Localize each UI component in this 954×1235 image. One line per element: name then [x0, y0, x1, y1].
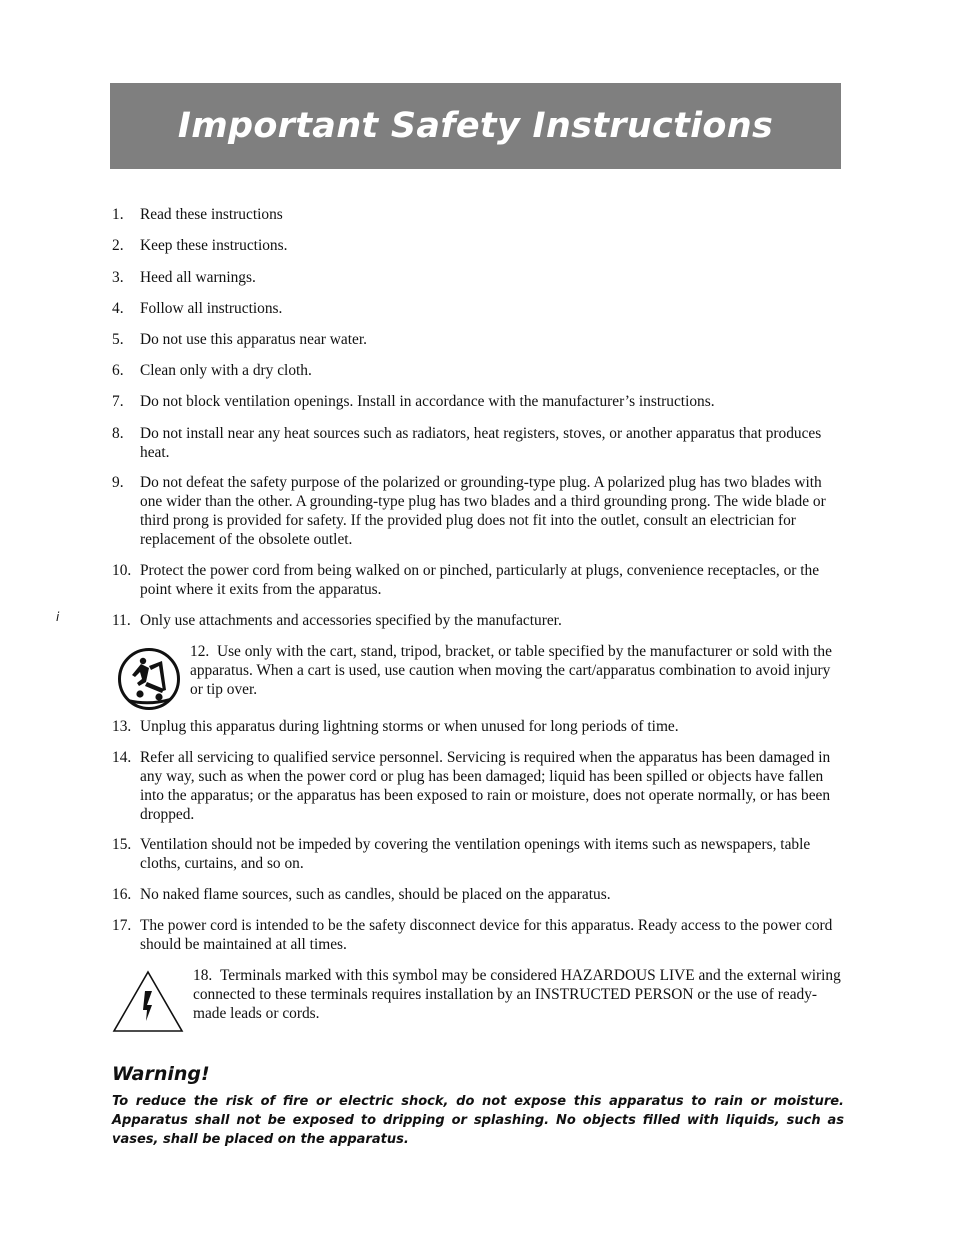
list-item: [112, 205, 842, 224]
item-number: 5.: [112, 331, 124, 348]
item-text: Do not defeat the safety purpose of the polarized or grounding-type plug. A polarized plug has two blades with one wider than the other. A grounding-type plug has two blades and a third grounding prong. The wide blade or third prong is provided for safety. If the provided plug does not fit into the outlet, consult an electrician for replacement of the obsolete outlet.: [140, 474, 826, 548]
item-text: The power cord is intended to be the safety disconnect device for this apparatus. Ready access to the power cord should be maintained at all times.: [140, 917, 833, 953]
item-number: 13.: [112, 718, 132, 735]
item-text: [193, 966, 842, 1023]
list-item: [112, 835, 842, 873]
item-text: Only use attachments and accessories specified by the manufacturer.: [140, 612, 562, 629]
item-text: Refer all servicing to qualified service personnel. Servicing is required when the apparatus has been damaged in any way, such as when the power cord or plug has been damaged; liquid has been spilled or objects have fallen into the apparatus; or the apparatus has been exposed to rain or moisture, does not operate normally, or has been dropped.: [140, 749, 831, 823]
title-banner: [110, 83, 841, 169]
list-item: [112, 473, 842, 549]
item-number: 12.: [190, 643, 210, 660]
item-text: Heed all warnings.: [140, 269, 256, 286]
list-item: [112, 916, 842, 954]
item-text: Do not use this apparatus near water.: [140, 331, 367, 348]
item-text: Keep these instructions.: [140, 237, 288, 254]
item-number: 11.: [112, 612, 131, 629]
item-text: [190, 642, 842, 699]
item-text: No naked flame sources, such as candles, should be placed on the apparatus.: [140, 886, 611, 903]
list-item: [112, 268, 842, 287]
item-number: 16.: [112, 886, 132, 903]
item-text: Do not install near any heat sources such as radiators, heat registers, stoves, or another apparatus that produces heat.: [140, 425, 822, 461]
item-number: 1.: [112, 206, 124, 223]
cart-tip-over-icon: [116, 646, 182, 712]
list-item: [112, 361, 842, 380]
list-item: [112, 424, 842, 462]
item-number: 17.: [112, 917, 132, 934]
item-number: 2.: [112, 237, 124, 254]
item-text: Ventilation should not be impeded by covering the ventilation openings with items such as newspapers, table cloths, curtains, and so on.: [140, 836, 811, 872]
item-text: Follow all instructions.: [140, 300, 283, 317]
item-text: Read these instructions: [140, 206, 283, 223]
list-item: [112, 236, 842, 255]
item-number: 7.: [112, 393, 124, 410]
list-item-with-icon: [112, 642, 842, 712]
item-number: 10.: [112, 562, 132, 579]
item-number: 14.: [112, 749, 132, 766]
list-item: [112, 611, 842, 630]
list-item: [112, 392, 842, 411]
list-item: [112, 885, 842, 904]
margin-mark: i: [56, 610, 60, 624]
item-number: 3.: [112, 269, 124, 286]
list-item: [112, 561, 842, 599]
item-text: Do not block ventilation openings. Install in accordance with the manufacturer’s instructions.: [140, 393, 715, 410]
item-number: 15.: [112, 836, 132, 853]
warning-title: Warning!: [112, 1063, 210, 1085]
item-text-body: Use only with the cart, stand, tripod, bracket, or table specified by the manufacturer or sold with the apparatus. When a cart is used, use caution when moving the cart/apparatus combination to avoid injury or tip over.: [190, 643, 832, 698]
page-title: Important Safety Instructions: [177, 106, 774, 146]
item-number: 18.: [193, 967, 213, 984]
item-number: 8.: [112, 425, 124, 442]
item-text-body: Terminals marked with this symbol may be considered HAZARDOUS LIVE and the external wiring connected to these terminals requires installation by an INSTRUCTED PERSON or the use of ready-made leads or cords.: [193, 967, 841, 1022]
item-text: Unplug this apparatus during lightning storms or when unused for long periods of time.: [140, 718, 679, 735]
lightning-hazard-icon: [112, 969, 184, 1033]
list-item: [112, 330, 842, 349]
warning-text: To reduce the risk of fire or electric shock, do not expose this apparatus to rain or moisture. Apparatus shall not be exposed to dripping or splashing. No objects filled with liquids, such as vases, shall be placed on the apparatus.: [112, 1094, 844, 1147]
list-item: [112, 717, 842, 736]
item-text: Clean only with a dry cloth.: [140, 362, 312, 379]
item-text: Protect the power cord from being walked on or pinched, particularly at plugs, convenience receptacles, or the point where it exits from the apparatus.: [140, 562, 820, 598]
list-item-with-icon: [112, 966, 842, 1036]
list-item: [112, 299, 842, 318]
item-number: 6.: [112, 362, 124, 379]
item-number: 4.: [112, 300, 124, 317]
list-item: [112, 748, 842, 824]
item-number: 9.: [112, 474, 124, 491]
